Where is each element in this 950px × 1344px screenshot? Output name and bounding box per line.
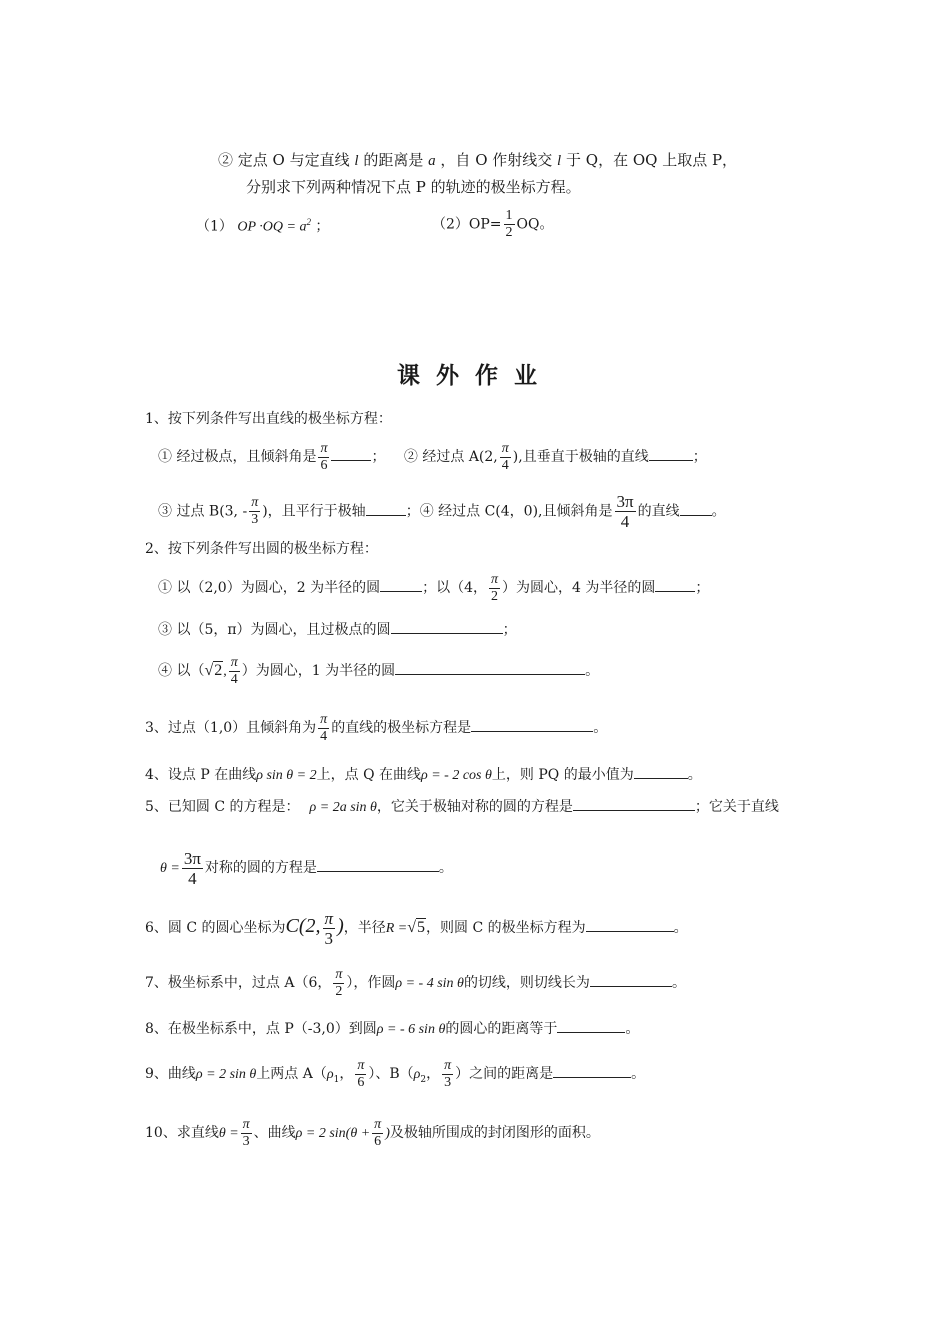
answer-blank[interactable] bbox=[391, 619, 503, 634]
q9-text: 9、曲线 bbox=[145, 1066, 196, 1082]
q2-head: 2、按下列条件写出圆的极坐标方程： bbox=[145, 541, 378, 557]
var-l: l bbox=[557, 153, 562, 169]
q2-line-3: ④ 以（√2, $\frac{\pi}{4}$ ）为圆心，1 为半径的圆 。 bbox=[158, 652, 599, 691]
q1-line-2: ③ 过点 B(3, - $\frac{\pi}{3}$ )，且平行于极轴 ；④ 经过点 C(4，0),且倾斜角是 $\frac{3\pi}{4}$ 的直线 。 bbox=[158, 492, 726, 531]
equation: ρ = - 2 cos θ bbox=[421, 768, 492, 783]
problem-2-text: 于 Q，在 OQ 上取点 P， bbox=[566, 151, 738, 169]
fraction: $\frac{\pi}{2}$ bbox=[491, 571, 499, 604]
equation: θ = bbox=[218, 1126, 239, 1141]
fraction: $\frac{\pi}{6}$ bbox=[374, 1116, 382, 1149]
sqrt: √2 bbox=[204, 662, 223, 679]
fraction: $\frac{\pi}{3}$ bbox=[324, 908, 334, 948]
fraction: $\frac{\pi}{3}$ bbox=[242, 1116, 250, 1149]
q7: 7、极坐标系中，过点 A（6， $\frac{\pi}{2}$ ），作圆ρ = - 4 sin θ的切线，则切线长为 。 bbox=[145, 966, 686, 999]
fraction: $\frac{\pi}{4}$ bbox=[230, 654, 238, 687]
fraction: $\frac{\pi}{6}$ bbox=[357, 1057, 365, 1090]
answer-blank[interactable] bbox=[655, 577, 695, 592]
equation: ρ = - 6 sin θ bbox=[376, 1022, 446, 1037]
q2-d-text: ④ 以（ bbox=[158, 663, 205, 679]
q2-c-text: ③ 以（5，π）为圆心，且过极点的圆 bbox=[158, 622, 391, 638]
fraction: $\frac{3\pi}{4}$ bbox=[183, 848, 201, 888]
problem-2-text: ② 定点 O 与定直线 bbox=[218, 151, 350, 169]
answer-blank[interactable] bbox=[331, 446, 371, 461]
q1-head: 1、按下列条件写出直线的极坐标方程： bbox=[145, 411, 392, 427]
fraction: $\frac{\pi}{4}$ bbox=[320, 711, 328, 744]
equation: ρ = 2a sin θ bbox=[309, 800, 377, 815]
q2-line-2: ③ 以（5，π）为圆心，且过极点的圆 ； bbox=[158, 619, 517, 640]
answer-blank[interactable] bbox=[590, 972, 672, 987]
fraction: $\frac{\pi}{3}$ bbox=[444, 1057, 452, 1090]
q2-a-text: ① 以（2,0）为圆心，2 为半径的圆 bbox=[158, 580, 381, 596]
case-1-end: ； bbox=[315, 218, 330, 235]
equation: θ = bbox=[160, 861, 180, 876]
answer-blank[interactable] bbox=[553, 1063, 631, 1078]
case-1 bbox=[196, 212, 329, 238]
section-title: 课外作业 bbox=[397, 363, 553, 389]
answer-blank[interactable] bbox=[317, 857, 439, 872]
q10: 10、求直线θ = $\frac{\pi}{3}$ 、曲线ρ = 2 sin(θ + $\frac{\pi}{6}$ )及极轴所围成的封闭图形的面积。 bbox=[145, 1116, 600, 1149]
fraction: $\frac{1}{2}$ bbox=[505, 208, 513, 240]
equation: ρ = 2 sin θ bbox=[195, 1067, 257, 1082]
answer-blank[interactable] bbox=[366, 501, 406, 516]
q8-text: 8、在极坐标系中，点 P（-3,0）到圆 bbox=[145, 1021, 377, 1037]
q9: 9、曲线ρ = 2 sin θ上两点 $A(\rho_1$， $\frac{\pi}{6}$ ）、$B(\rho_2$， $\frac{\pi}{3}$ ）之间的距离是 。 bbox=[145, 1057, 646, 1090]
problem-2-line-2: 分别求下列两种情况下点 P 的轨迹的极坐标方程。 bbox=[246, 178, 581, 196]
q2-b-text: 以（4， bbox=[436, 580, 487, 596]
q3: 3、过点（1,0）且倾斜角为 $\frac{\pi}{4}$ 的直线的极坐标方程是 。 bbox=[145, 711, 608, 744]
q1-line-1: ① 经过极点，且倾斜角是 $\frac{\pi}{6}$ ； ② 经过点 A(2, $\frac{\pi}{4}$ ),且垂直于极轴的直线 ； bbox=[158, 440, 707, 473]
answer-blank[interactable] bbox=[586, 917, 674, 932]
q6: 6、圆 C 的圆心坐标为C(2, $\frac{\pi}{3}$ )，半径R =√5，则圆 C 的极坐标方程为 。 bbox=[145, 908, 688, 948]
fraction: $\frac{\pi}{6}$ bbox=[320, 440, 328, 473]
answer-blank[interactable] bbox=[649, 446, 693, 461]
q8: 8、在极坐标系中，点 P（-3,0）到圆ρ = - 6 sin θ的圆心的距离等于 。 bbox=[145, 1018, 639, 1040]
problem-2-text: 的距离是 bbox=[363, 151, 424, 169]
q3-text: 3、过点（1,0）且倾斜角为 bbox=[145, 720, 317, 736]
fraction: $\frac{\pi}{3}$ bbox=[251, 495, 259, 527]
q1-a-text: ① 经过极点，且倾斜角是 bbox=[158, 449, 317, 465]
q10-text: 10、求直线 bbox=[145, 1125, 219, 1141]
problem-2-line-1 bbox=[218, 150, 737, 171]
var-a: a bbox=[428, 153, 436, 169]
case-2-label: （2）OP= bbox=[432, 216, 502, 233]
fraction: $\frac{\pi}{4}$ bbox=[501, 440, 509, 473]
case-1-label: （1） bbox=[196, 218, 233, 235]
fraction: $\frac{3\pi}{4}$ bbox=[616, 492, 634, 531]
q2-line-1: ① 以（2,0）为圆心，2 为半径的圆 ；以（4， $\frac{\pi}{2}$ ）为圆心，4 为半径的圆 ； bbox=[158, 571, 710, 604]
case-2 bbox=[432, 208, 554, 241]
q4: 4、设点 P 在曲线ρ sin θ = 2上，点 Q 在曲线ρ = - 2 cos θ上，则 PQ 的最小值为 。 bbox=[145, 764, 702, 786]
fraction: $\frac{\pi}{2}$ bbox=[335, 966, 343, 999]
q7-text: 7、极坐标系中，过点 A（6， bbox=[145, 975, 332, 991]
equation: ρ sin θ = 2 bbox=[256, 768, 317, 783]
q5-line-2: θ = $\frac{3\pi}{4}$ 对称的圆的方程是 。 bbox=[160, 848, 453, 888]
q1-b-text: ② 经过点 A(2, bbox=[403, 449, 498, 465]
sqrt: √5 bbox=[407, 919, 426, 936]
q6-text: 6、圆 C 的圆心坐标为 bbox=[145, 920, 286, 936]
problem-2-text: ，自 O 作射线交 bbox=[440, 151, 553, 169]
case-2-end: OQ。 bbox=[516, 216, 554, 233]
answer-blank[interactable] bbox=[380, 577, 422, 592]
answer-blank[interactable] bbox=[395, 660, 585, 675]
var-l: l bbox=[354, 153, 359, 169]
answer-blank[interactable] bbox=[573, 796, 695, 811]
equation: ρ = 2 sin(θ + bbox=[295, 1126, 371, 1141]
equation: ρ = - 4 sin θ bbox=[395, 976, 464, 991]
q1-c-text: ③ 过点 B(3, - bbox=[158, 503, 248, 520]
answer-blank[interactable] bbox=[634, 764, 688, 779]
q5-text: 5、已知圆 C 的方程是： bbox=[145, 799, 300, 815]
answer-blank[interactable] bbox=[557, 1018, 625, 1033]
answer-blank[interactable] bbox=[680, 501, 712, 516]
q1-d-text: ④ 经过点 C(4，0),且倾斜角是 bbox=[419, 503, 613, 520]
case-1-exponent: 2 bbox=[306, 217, 311, 227]
equation: R = bbox=[385, 921, 408, 936]
case-1-expr: OP ·OQ = a bbox=[237, 219, 307, 235]
answer-blank[interactable] bbox=[471, 717, 593, 732]
q5-line-1: 5、已知圆 C 的方程是： ρ = 2a sin θ，它关于极轴对称的圆的方程是 ；它关于直线 bbox=[145, 796, 779, 818]
equation: C(2, bbox=[285, 915, 321, 937]
q4-text: 4、设点 P 在曲线 bbox=[145, 767, 257, 783]
